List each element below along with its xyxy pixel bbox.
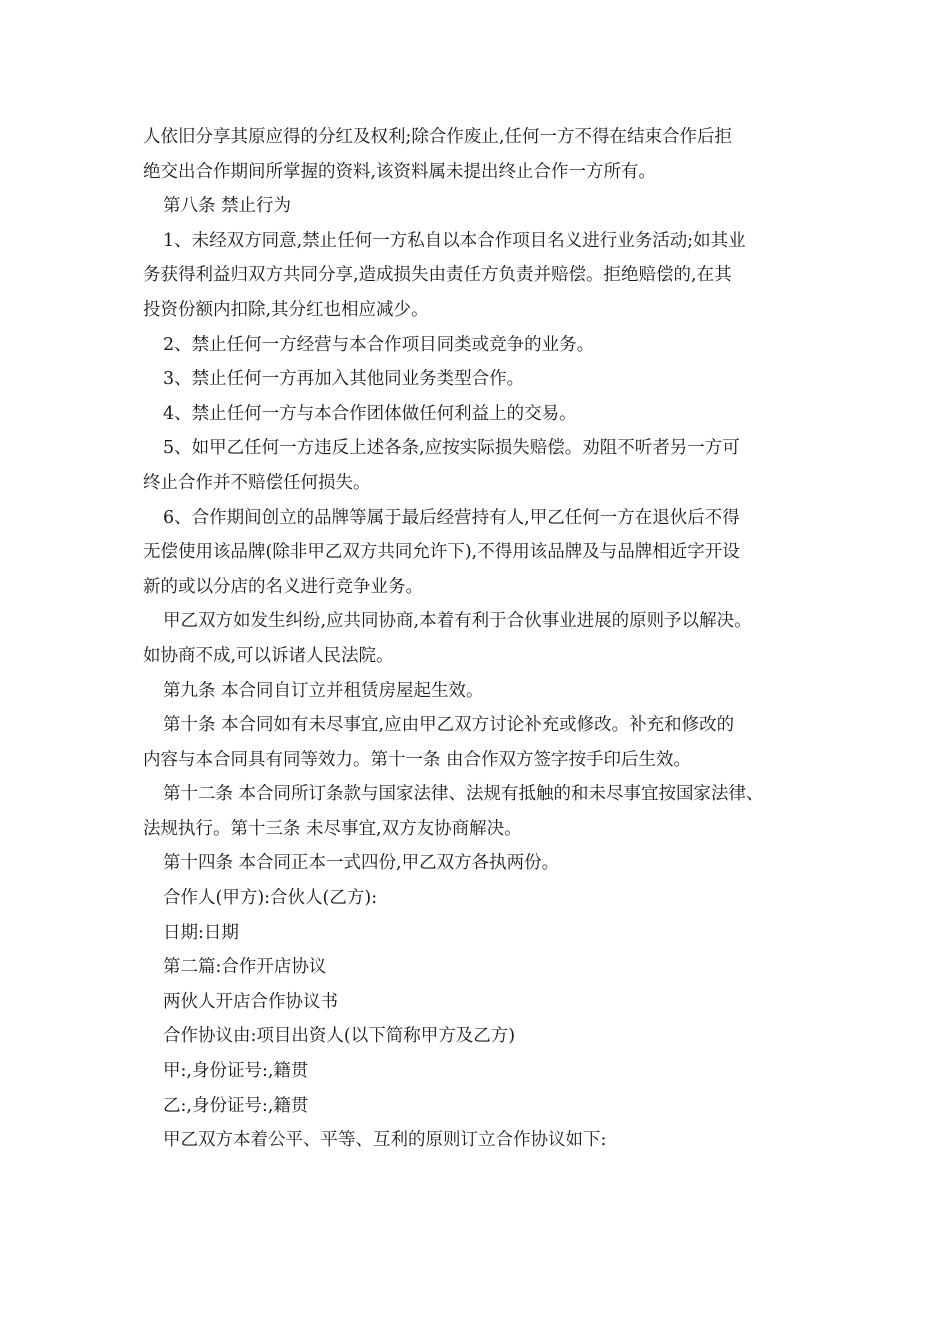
article-9: 第九条 本合同自订立并租赁房屋起生效。 xyxy=(163,680,484,701)
article-12: 第十二条 本合同所订条款与国家法律、法规有抵触的和未尽事宜按国家法律、 xyxy=(163,784,764,805)
text-line-12: 6、合作期间创立的品牌等属于最后经营持有人,甲乙任何一方在退伙后不得 xyxy=(163,507,740,528)
article-10: 第十条 本合同如有未尽事宜,应由甲乙双方讨论补充或修改。补充和修改的 xyxy=(163,715,735,736)
text-line-15: 甲乙双方如发生纠纷,应共同协商,本着有利于合伙事业进展的原则予以解决。 xyxy=(163,611,752,632)
text-line-8: 3、禁止任何一方再加入其他同业务类型合作。 xyxy=(163,369,525,390)
agreement-intro: 甲乙双方本着公平、平等、互利的原则订立合作协议如下: xyxy=(163,1130,607,1151)
text-line-21: 法规执行。第十三条 未尽事宜,双方友协商解决。 xyxy=(143,818,522,839)
text-line-4: 1、未经双方同意,禁止任何一方私自以本合作项目名义进行业务活动;如其业 xyxy=(163,230,746,251)
text-line-6: 投资份额内扣除,其分红也相应减少。 xyxy=(143,299,429,320)
text-line-19: 内容与本合同具有同等效力。第十一条 由合作双方签字按手印后生效。 xyxy=(143,749,692,770)
text-line-5: 务获得利益归双方共同分享,造成损失由责任方负责并赔偿。拒绝赔偿的,在其 xyxy=(143,265,732,286)
text-line-10: 5、如甲乙任何一方违反上述各条,应按实际损失赔偿。劝阻不听者另一方可 xyxy=(163,438,740,459)
article-8-heading: 第八条 禁止行为 xyxy=(163,196,292,217)
agreement-title: 两伙人开店合作协议书 xyxy=(163,991,338,1012)
party-a-info: 甲:,身份证号:,籍贯 xyxy=(163,1061,309,1082)
text-line-11: 终止合作并不赔偿任何损失。 xyxy=(143,472,371,493)
signature-date: 日期:日期 xyxy=(163,922,239,943)
document-body xyxy=(143,120,823,1158)
text-line-13: 无偿使用该品牌(除非甲乙双方共同允许下),不得用该品牌及与品牌相近字开设 xyxy=(143,542,740,563)
article-14: 第十四条 本合同正本一式四份,甲乙双方各执两份。 xyxy=(163,853,560,874)
party-b-info: 乙:,身份证号:,籍贯 xyxy=(163,1095,309,1116)
section-2-title: 第二篇:合作开店协议 xyxy=(163,957,327,978)
text-line-14: 新的或以分店的名义进行竞争业务。 xyxy=(143,576,423,597)
text-line-7: 2、禁止任何一方经营与本合作项目同类或竞争的业务。 xyxy=(163,334,595,355)
text-line-2: 绝交出合作期间所掌握的资料,该资料属未提出终止合作一方所有。 xyxy=(143,161,657,182)
text-line-1: 人依旧分享其原应得的分红及权利;除合作废止,任何一方不得在结束合作后拒 xyxy=(143,127,732,147)
text-line-9: 4、禁止任何一方与本合作团体做任何利益上的交易。 xyxy=(163,403,577,424)
signature-parties: 合作人(甲方):合伙人(乙方): xyxy=(163,888,378,909)
text-line-16: 如协商不成,可以诉诸人民法院。 xyxy=(143,645,394,666)
agreement-parties: 合作协议由:项目出资人(以下简称甲方及乙方) xyxy=(163,1026,516,1047)
